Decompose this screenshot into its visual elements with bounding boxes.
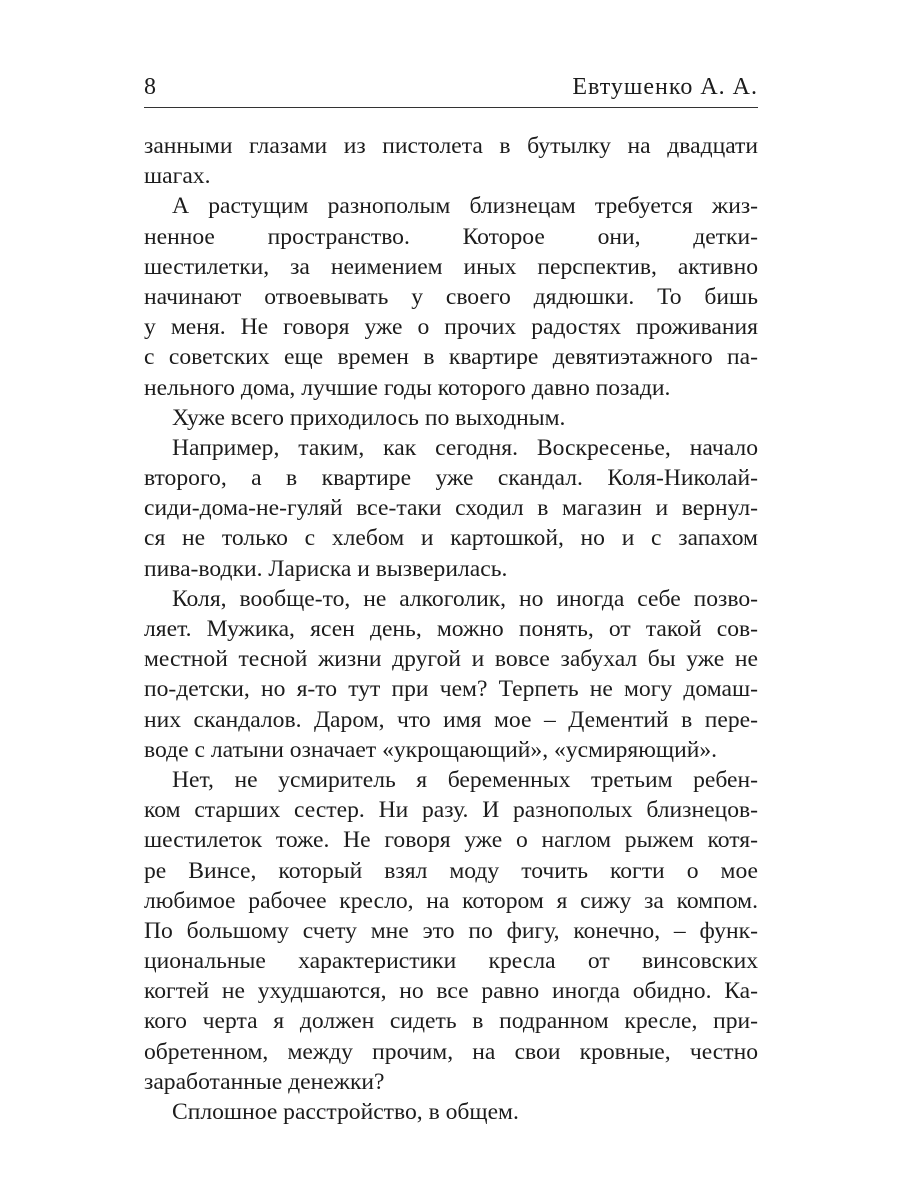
text-line: ся не только с хлебом и картошкой, но и с запахом — [144, 525, 758, 552]
paragraph — [144, 765, 758, 1097]
text-line: ненное пространство. Которое они, детки- — [144, 223, 758, 250]
running-head — [144, 70, 758, 104]
text-line: них скандалов. Даром, что имя мое – Дементий в пере- — [144, 706, 758, 733]
paragraph — [144, 1097, 758, 1127]
text-line: ляет. Мужика, ясен день, можно понять, от такой сов- — [144, 616, 758, 642]
text-line: заработанные денежки? — [144, 1068, 385, 1095]
text-line: сиди-дома-не-гуляй все-таки сходил в магазин и вернул- — [144, 495, 758, 522]
text-line: Нет, не усмиритель я беременных третьим ребен- — [172, 766, 758, 793]
text-line: Например, таким, как сегодня. Воскресенье, начало — [172, 434, 758, 461]
text-line: ре Винсе, который взял моду точить когти о мое — [144, 857, 758, 884]
header-rule — [144, 107, 758, 108]
text-line: местной тесной жизни другой и вовсе забухал бы уже не — [144, 646, 758, 673]
text-line: шестилетки, за неимением иных перспектив, активно — [144, 253, 758, 280]
text-line: с советских еще времен в квартире девятиэтажного па- — [144, 344, 758, 371]
page-number: 8 — [144, 74, 156, 100]
text-line: шагах. — [144, 163, 211, 190]
paragraph — [144, 191, 758, 402]
text-line: когтей не ухудшаются, но все равно иногда обидно. Ка- — [144, 978, 758, 1005]
text-line: кого черта я должен сидеть в подранном кресле, при- — [144, 1008, 758, 1035]
text-line: циональные характеристики кресла от винсовских — [144, 948, 758, 975]
text-line: По большому счету мне это по фигу, конечно, – функ- — [144, 917, 758, 944]
body-text — [144, 131, 758, 1127]
text-line: любимое рабочее кресло, на котором я сижу за компом. — [144, 887, 758, 914]
paragraph — [144, 433, 758, 584]
paragraph — [144, 584, 758, 765]
text-line: Хуже всего приходилось по выходным. — [172, 404, 566, 431]
text-line: шестилеток тоже. Не говоря уже о наглом рыжем котя- — [144, 827, 758, 854]
text-line: начинают отвоевывать у своего дядюшки. То бишь — [144, 283, 758, 310]
text-line: обретенном, между прочим, на свои кровные, честно — [144, 1038, 758, 1065]
text-line: пива-водки. Лариска и вызверилась. — [144, 555, 508, 582]
paragraph — [144, 131, 758, 191]
text-line: у меня. Не говоря уже о прочих радостях проживания — [144, 314, 758, 341]
text-line: Коля, вообще-то, не алкоголик, но иногда себе позво- — [172, 585, 758, 612]
text-line: второго, а в квартире уже скандал. Коля-Николай- — [144, 465, 758, 492]
text-line: А растущим разнополым близнецам требуется жиз- — [172, 193, 758, 220]
text-line: ком старших сестер. Ни разу. И разнополых близнецов- — [144, 797, 758, 824]
text-line: воде с латыни означает «укрощающий», «усмиряющий». — [144, 736, 718, 763]
running-title: Евтушенко А. А. — [572, 74, 758, 100]
text-line: занными глазами из пистолета в бутылку на двадцати — [144, 133, 758, 159]
paragraph — [144, 403, 758, 433]
text-line: Сплошное расстройство, в общем. — [172, 1099, 519, 1125]
text-line: нельного дома, лучшие годы которого давно позади. — [144, 374, 671, 401]
text-line: по-детски, но я-то тут при чем? Терпеть не могу домаш- — [144, 676, 758, 703]
